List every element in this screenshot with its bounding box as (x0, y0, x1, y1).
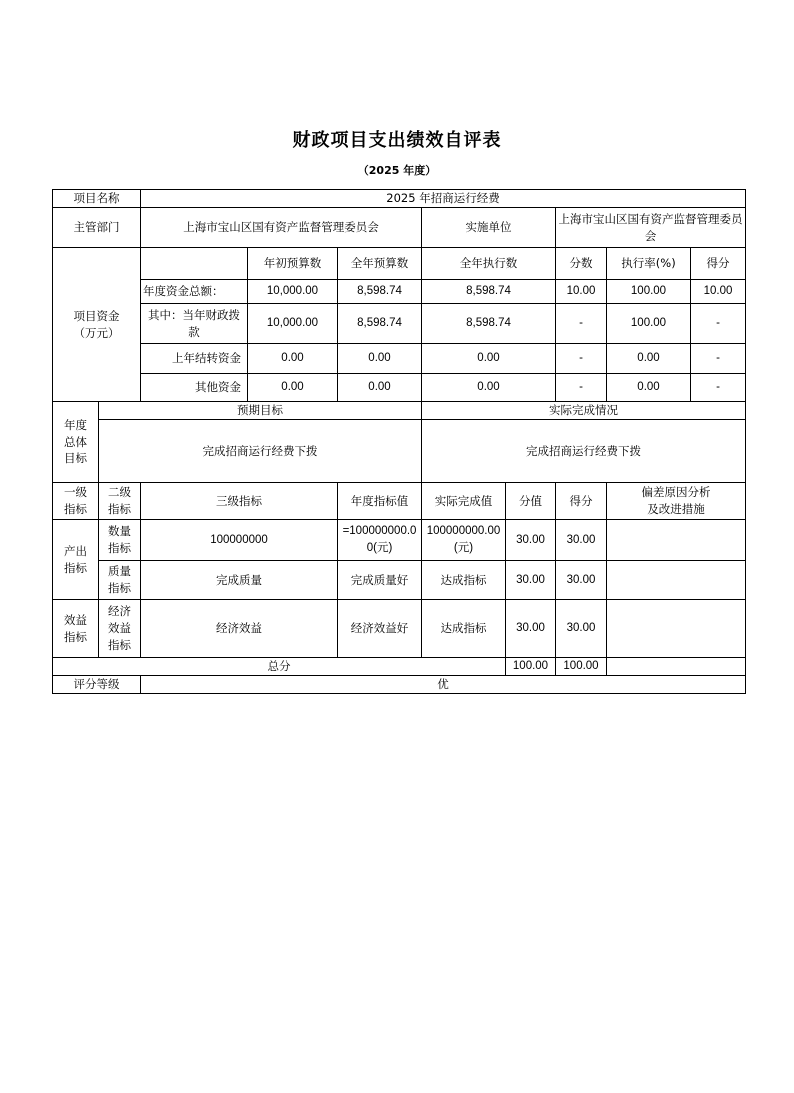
funds-cell: - (556, 374, 607, 402)
funds-col-header: 执行率(%) (607, 248, 691, 280)
funds-cell: 10,000.00 (248, 304, 338, 344)
got-cell: 30.00 (556, 600, 607, 658)
actual-goal-text: 完成招商运行经费下拨 (422, 420, 746, 483)
funds-cell: 0.00 (422, 374, 556, 402)
reason-cell (607, 600, 746, 658)
reason-cell (607, 520, 746, 561)
level2-header: 二级指标 (99, 483, 141, 520)
funds-row-label: 其他资金 (141, 374, 248, 402)
actual-cell: 达成指标 (422, 561, 506, 600)
evaluation-table (52, 189, 746, 694)
total-label: 总分 (53, 658, 506, 676)
funds-cell: 100.00 (607, 280, 691, 304)
funds-section-label: 项目资金（万元） (53, 248, 141, 402)
funds-cell: 0.00 (607, 374, 691, 402)
funds-cell: 0.00 (248, 344, 338, 374)
reason-header: 偏差原因分析及改进措施 (607, 483, 746, 520)
score-cell: 30.00 (506, 520, 556, 561)
funds-col-header: 分数 (556, 248, 607, 280)
score-cell: 30.00 (506, 600, 556, 658)
actual-cell: 100000000.00(元) (422, 520, 506, 561)
expected-goal-header: 预期目标 (99, 402, 422, 420)
funds-col-header: 全年执行数 (422, 248, 556, 280)
funds-cell: - (556, 344, 607, 374)
funds-row-label: 年度资金总额： (141, 280, 248, 304)
score-header: 分值 (506, 483, 556, 520)
dept-value: 上海市宝山区国有资产监督管理委员会 (141, 208, 422, 248)
target-header: 年度指标值 (338, 483, 422, 520)
project-name: 2025 年招商运行经费 (141, 190, 746, 208)
funds-cell: 0.00 (338, 374, 422, 402)
funds-cell: 0.00 (607, 344, 691, 374)
funds-cell: 8,598.74 (338, 280, 422, 304)
got-header: 得分 (556, 483, 607, 520)
rating-label: 评分等级 (53, 676, 141, 694)
funds-cell: - (691, 344, 746, 374)
output-indicator-label: 产出指标 (53, 520, 99, 600)
level2-cell: 质量指标 (99, 561, 141, 600)
target-cell: 经济效益好 (338, 600, 422, 658)
target-cell: =100000000.00(元) (338, 520, 422, 561)
funds-cell: 10,000.00 (248, 280, 338, 304)
actual-cell: 达成指标 (422, 600, 506, 658)
rating-value: 优 (141, 676, 746, 694)
funds-cell: - (691, 304, 746, 344)
total-reason (607, 658, 746, 676)
dept-label: 主管部门 (53, 208, 141, 248)
funds-cell: 8,598.74 (422, 304, 556, 344)
reason-cell (607, 561, 746, 600)
funds-header-blank (141, 248, 248, 280)
unit-value: 上海市宝山区国有资产监督管理委员会 (556, 208, 746, 248)
funds-cell: 10.00 (556, 280, 607, 304)
project-name-label: 项目名称 (53, 190, 141, 208)
funds-cell: 8,598.74 (422, 280, 556, 304)
funds-row-label: 上年结转资金 (141, 344, 248, 374)
actual-goal-header: 实际完成情况 (422, 402, 746, 420)
funds-row-label: 其中：当年财政拨款 (141, 304, 248, 344)
benefit-indicator-label: 效益指标 (53, 600, 99, 658)
funds-col-header: 得分 (691, 248, 746, 280)
expected-goal-text: 完成招商运行经费下拨 (99, 420, 422, 483)
funds-cell: 8,598.74 (338, 304, 422, 344)
funds-cell: 0.00 (338, 344, 422, 374)
funds-cell: 100.00 (607, 304, 691, 344)
funds-cell: - (556, 304, 607, 344)
funds-col-header: 年初预算数 (248, 248, 338, 280)
funds-cell: - (691, 374, 746, 402)
year-subtitle: （2025 年度） (357, 164, 437, 177)
funds-cell: 0.00 (422, 344, 556, 374)
level2-cell: 经济效益指标 (99, 600, 141, 658)
level3-cell: 完成质量 (141, 561, 338, 600)
funds-col-header: 全年预算数 (338, 248, 422, 280)
level3-cell: 100000000 (141, 520, 338, 561)
level3-header: 三级指标 (141, 483, 338, 520)
score-cell: 30.00 (506, 561, 556, 600)
funds-cell: 0.00 (248, 374, 338, 402)
level1-header: 一级指标 (53, 483, 99, 520)
target-cell: 完成质量好 (338, 561, 422, 600)
funds-cell: 10.00 (691, 280, 746, 304)
unit-label: 实施单位 (422, 208, 556, 248)
actual-header: 实际完成值 (422, 483, 506, 520)
goals-section-label: 年度总体目标 (53, 402, 99, 483)
got-cell: 30.00 (556, 520, 607, 561)
total-got: 100.00 (556, 658, 607, 676)
level2-cell: 数量指标 (99, 520, 141, 561)
level3-cell: 经济效益 (141, 600, 338, 658)
total-score: 100.00 (506, 658, 556, 676)
got-cell: 30.00 (556, 561, 607, 600)
page-title: 财政项目支出绩效自评表 (292, 130, 502, 151)
